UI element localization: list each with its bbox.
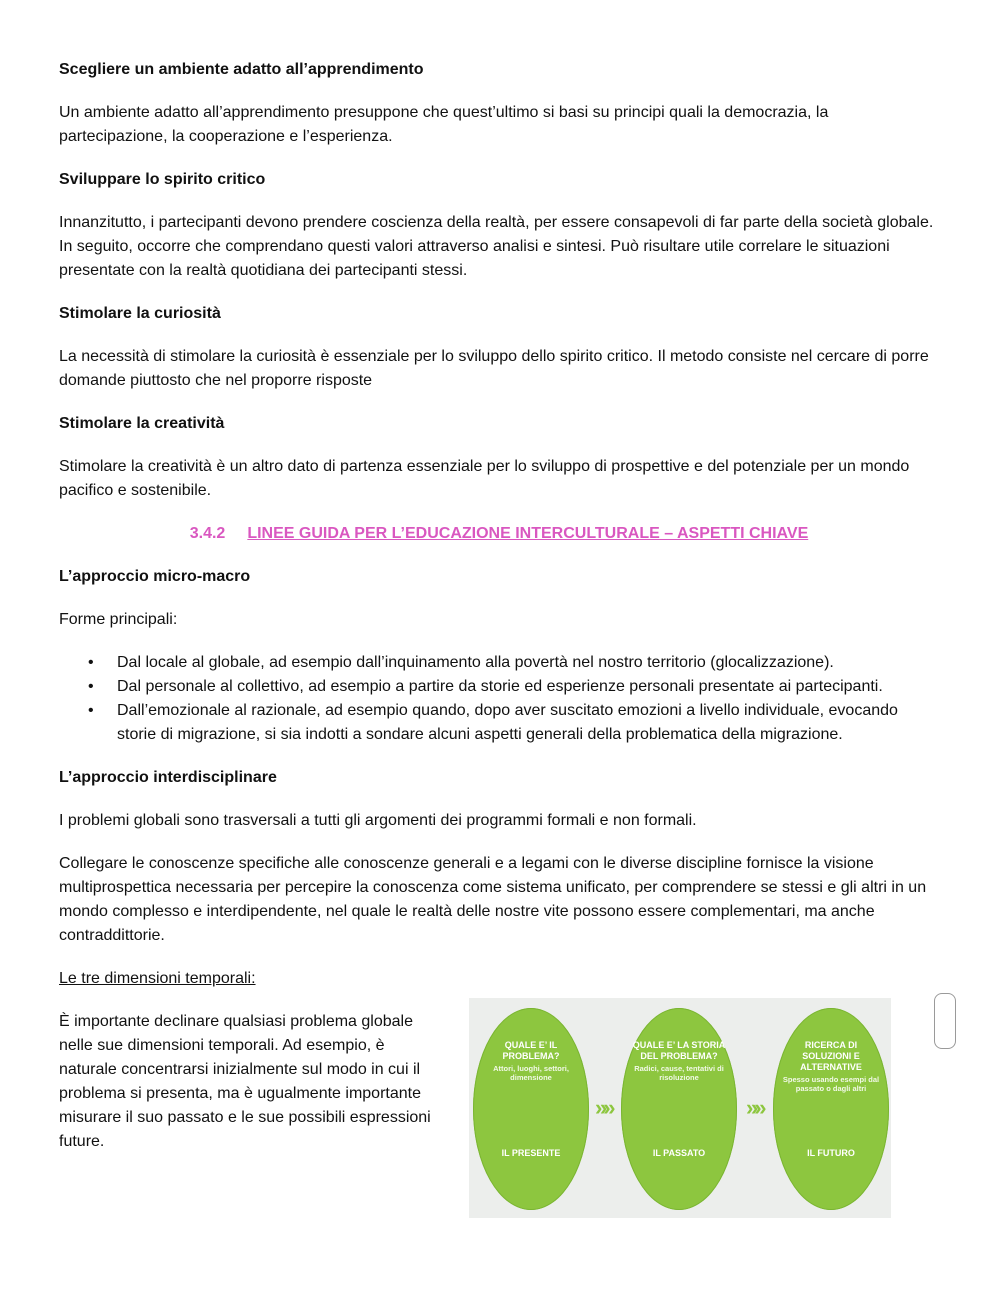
oval-subtitle: Spesso usando esempi dal passato o dagli altri bbox=[782, 1075, 880, 1093]
oval-future bbox=[773, 1008, 889, 1210]
list-item: • Dall’emozionale al razionale, ad esempio quando, dopo aver suscitato emozioni a livello individuale, evocando storie di migrazione, si sia indotti a sondare alcuni aspetti generali della problematica della migrazione. bbox=[59, 699, 939, 747]
comment-bracket-icon[interactable] bbox=[934, 993, 956, 1049]
bullet-icon: • bbox=[88, 654, 94, 671]
list-item: • Dal locale al globale, ad esempio dall’inquinamento alla povertà nel nostro territorio (glocalizzazione). bbox=[59, 651, 939, 675]
heading-dimensioni-temporali: Le tre dimensioni temporali: bbox=[59, 970, 256, 987]
section-heading bbox=[59, 522, 939, 546]
bullet-list bbox=[59, 651, 939, 747]
section-number: 3.4.2 bbox=[189, 525, 226, 542]
heading-curiosita: Stimolare la curiosità bbox=[59, 305, 221, 322]
oval-question: QUALE E’ LA STORIA DEL PROBLEMA? bbox=[632, 1040, 726, 1061]
paragraph-spirito-critico: Innanzitutto, i partecipanti devono prendere coscienza della realtà, per essere consapevoli di far parte della società globale. In seguito, occorre che comprendano questi valori attraverso analisi e sintesi. Può risultare utile correlare le situazioni presentate con la realtà quotidiana dei partecipanti stessi. bbox=[59, 214, 934, 279]
oval-label: IL PRESENTE bbox=[501, 1148, 561, 1158]
oval-label: IL FUTURO bbox=[807, 1148, 855, 1158]
heading-ambiente: Scegliere un ambiente adatto all’apprendimento bbox=[59, 61, 424, 78]
oval-present bbox=[473, 1008, 589, 1210]
heading-interdisciplinare: L’approccio interdisciplinare bbox=[59, 769, 277, 786]
bullet-icon: • bbox=[88, 678, 94, 695]
document-page bbox=[59, 58, 939, 1240]
paragraph-curiosita: La necessità di stimolare la curiosità è essenziale per lo sviluppo dello spirito critico. Il metodo consiste nel cercare di porre domande piuttosto che nel proporre risposte bbox=[59, 348, 929, 389]
paragraph-ambiente: Un ambiente adatto all’apprendimento presuppone che quest’ultimo si basi su principi quali la democrazia, la partecipazione, la cooperazione e l’esperienza. bbox=[59, 104, 829, 145]
paragraph-forme-principali: Forme principali: bbox=[59, 611, 178, 628]
heading-creativita: Stimolare la creatività bbox=[59, 415, 225, 432]
list-item: • Dal personale al collettivo, ad esempio a partire da storie ed esperienze personali presentate ai partecipanti. bbox=[59, 675, 939, 699]
oval-label: IL PASSATO bbox=[652, 1148, 706, 1158]
paragraph-problemi-globali: I problemi globali sono trasversali a tutti gli argomenti dei programmi formali e non formali. bbox=[59, 812, 697, 829]
section-title-link[interactable]: LINEE GUIDA PER L’EDUCAZIONE INTERCULTURALE – ASPETTI CHIAVE bbox=[247, 525, 809, 542]
heading-micro-macro: L’approccio micro-macro bbox=[59, 568, 251, 585]
paragraph-creativita: Stimolare la creatività è un altro dato di partenza essenziale per lo sviluppo di prospettive e del potenziale per un mondo pacifico e sostenibile. bbox=[59, 458, 910, 499]
paragraph-collegare: Collegare le conoscenze specifiche alle conoscenze generali e a legami con le diverse discipline fornisce la visione multiprospettica necessaria per percepire la conoscenza come sistema unificato, per comprendere se stessi e gli altri in un mondo complesso e interdipendente, nel quale le realtà delle nostre vite possono essere complementari, ma anche contraddittorie. bbox=[59, 855, 927, 944]
chevron-right-icon: »» bbox=[746, 1095, 763, 1120]
oval-subtitle: Radici, cause, tentativi di risoluzione bbox=[634, 1064, 724, 1082]
oval-question: RICERCA DI SOLUZIONI E ALTERNATIVE bbox=[800, 1040, 862, 1072]
chevron-right-icon: »» bbox=[595, 1095, 612, 1120]
temporal-diagram bbox=[469, 998, 891, 1218]
paragraph-dimensioni-temporali: È importante declinare qualsiasi problema globale nelle sue dimensioni temporali. Ad esempio, è naturale concentrarsi inizialmente sul modo in cui il problema si presenta, ma è ugualmente importante misurare il suo passato e le sue possibili espressioni future. bbox=[59, 1013, 431, 1150]
temporal-section bbox=[59, 1010, 939, 1240]
bullet-icon: • bbox=[88, 702, 94, 719]
oval-past bbox=[621, 1008, 737, 1210]
heading-spirito-critico: Sviluppare lo spirito critico bbox=[59, 171, 266, 188]
oval-subtitle: Attori, luoghi, settori, dimensione bbox=[493, 1064, 569, 1082]
oval-question: QUALE E’ IL PROBLEMA? bbox=[502, 1040, 560, 1061]
